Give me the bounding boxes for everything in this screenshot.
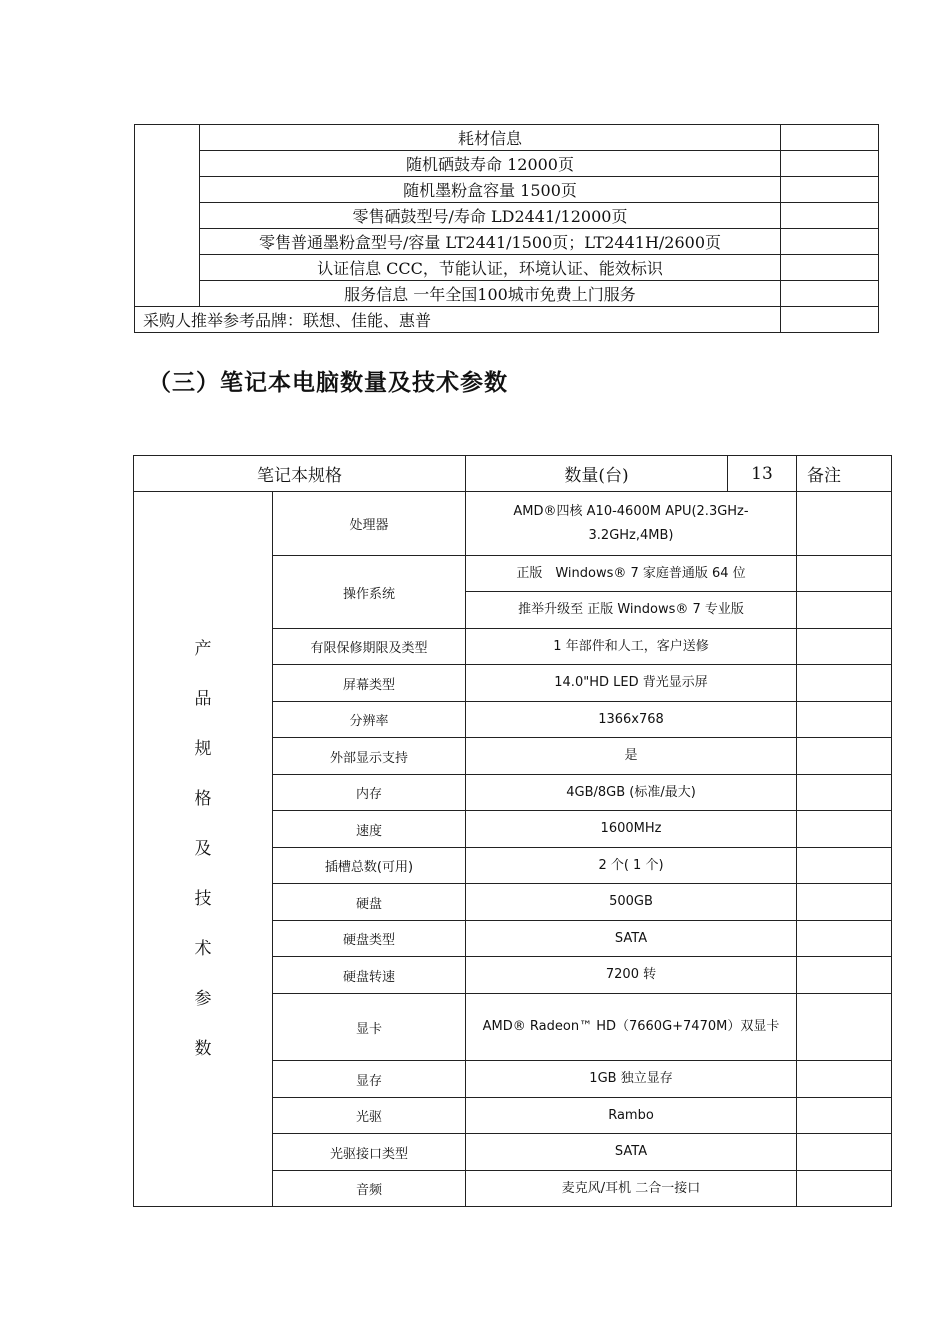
- note-cell: [797, 702, 892, 738]
- note-cell: [797, 592, 892, 629]
- spec-name: 操作系统: [273, 556, 466, 629]
- spec-name: 显存: [273, 1061, 466, 1098]
- spec-value: 4GB/8GB (标准/最大): [466, 775, 797, 811]
- header-note: 备注: [797, 456, 892, 492]
- table-row: [135, 151, 879, 177]
- laptop-spec-table: [133, 455, 892, 1207]
- consumables-cell: 耗材信息: [200, 125, 781, 151]
- spec-name: 光驱接口类型: [273, 1134, 466, 1171]
- note-cell: [797, 492, 892, 556]
- note-cell: [797, 994, 892, 1061]
- table-row: [135, 125, 879, 151]
- note-cell: [781, 125, 879, 151]
- note-cell: [797, 629, 892, 665]
- note-cell: [781, 281, 879, 307]
- consumables-cell: 随机硒鼓寿命 12000页: [200, 151, 781, 177]
- table-row: [134, 492, 892, 556]
- note-cell: [797, 921, 892, 957]
- spec-name: 硬盘类型: [273, 921, 466, 957]
- consumables-cell: 认证信息 CCC，节能认证，环境认证、能效标识: [200, 255, 781, 281]
- table-row: [135, 203, 879, 229]
- header-quantity-value: 13: [728, 456, 797, 492]
- spec-name: 光驱: [273, 1098, 466, 1134]
- note-cell: [797, 884, 892, 921]
- spec-name: 音频: [273, 1171, 466, 1207]
- spec-value: 1 年部件和人工，客户送修: [466, 629, 797, 665]
- spec-value: 1GB 独立显存: [466, 1061, 797, 1098]
- note-cell: [781, 229, 879, 255]
- note-cell: [797, 556, 892, 592]
- spec-name: 屏幕类型: [273, 665, 466, 702]
- spec-value: 2 个( 1 个): [466, 848, 797, 884]
- note-cell: [797, 1171, 892, 1207]
- spec-name: 硬盘: [273, 884, 466, 921]
- spec-name: 外部显示支持: [273, 738, 466, 775]
- spec-name: 处理器: [273, 492, 466, 556]
- note-cell: [781, 203, 879, 229]
- spec-value: 1600MHz: [466, 811, 797, 848]
- spec-value: 7200 转: [466, 957, 797, 994]
- consumables-cell: 零售硒鼓型号/寿命 LD2441/12000页: [200, 203, 781, 229]
- note-cell: [797, 811, 892, 848]
- spec-value: SATA: [466, 1134, 797, 1171]
- spec-name: 分辨率: [273, 702, 466, 738]
- empty-cell: [135, 125, 200, 307]
- spec-value: AMD®四核 A10-4600M APU(2.3GHz-3.2GHz,4MB): [466, 492, 797, 556]
- note-cell: [797, 665, 892, 702]
- consumables-cell: 服务信息 一年全国100城市免费上门服务: [200, 281, 781, 307]
- table-row: [135, 229, 879, 255]
- header-spec: 笔记本规格: [134, 456, 466, 492]
- note-cell: [797, 738, 892, 775]
- note-cell: [781, 151, 879, 177]
- consumables-table: [134, 124, 879, 333]
- spec-value: 是: [466, 738, 797, 775]
- brand-recommendation: 采购人推举参考品牌：联想、佳能、惠普: [135, 307, 781, 333]
- spec-value: 500GB: [466, 884, 797, 921]
- spec-name: 插槽总数(可用): [273, 848, 466, 884]
- table-row: [135, 255, 879, 281]
- consumables-cell: 零售普通墨粉盒型号/容量 LT2441/1500页；LT2441H/2600页: [200, 229, 781, 255]
- table-row: [135, 281, 879, 307]
- note-cell: [797, 957, 892, 994]
- spec-value: 14.0"HD LED 背光显示屏: [466, 665, 797, 702]
- vertical-label: 产 品 规 格 及 技 术 参 数: [134, 492, 273, 1207]
- spec-value: Rambo: [466, 1098, 797, 1134]
- table-header-row: [134, 456, 892, 492]
- note-cell: [781, 255, 879, 281]
- section-title: （三）笔记本电脑数量及技术参数: [148, 369, 508, 396]
- spec-name: 内存: [273, 775, 466, 811]
- note-cell: [781, 307, 879, 333]
- spec-name: 速度: [273, 811, 466, 848]
- spec-value: SATA: [466, 921, 797, 957]
- consumables-cell: 随机墨粉盒容量 1500页: [200, 177, 781, 203]
- table-row: [135, 177, 879, 203]
- note-cell: [781, 177, 879, 203]
- note-cell: [797, 775, 892, 811]
- spec-name: 有限保修期限及类型: [273, 629, 466, 665]
- spec-value: 1366x768: [466, 702, 797, 738]
- spec-name: 显卡: [273, 994, 466, 1061]
- spec-value: AMD® Radeon™ HD（7660G+7470M）双显卡: [466, 994, 797, 1061]
- spec-value: 麦克风/耳机 二合一接口: [466, 1171, 797, 1207]
- header-quantity-label: 数量(台): [466, 456, 728, 492]
- note-cell: [797, 1061, 892, 1098]
- note-cell: [797, 848, 892, 884]
- spec-value: 推举升级至 正版 Windows® 7 专业版: [466, 592, 797, 629]
- note-cell: [797, 1134, 892, 1171]
- spec-value: 正版 Windows® 7 家庭普通版 64 位: [466, 556, 797, 592]
- spec-name: 硬盘转速: [273, 957, 466, 994]
- note-cell: [797, 1098, 892, 1134]
- table-row: [135, 307, 879, 333]
